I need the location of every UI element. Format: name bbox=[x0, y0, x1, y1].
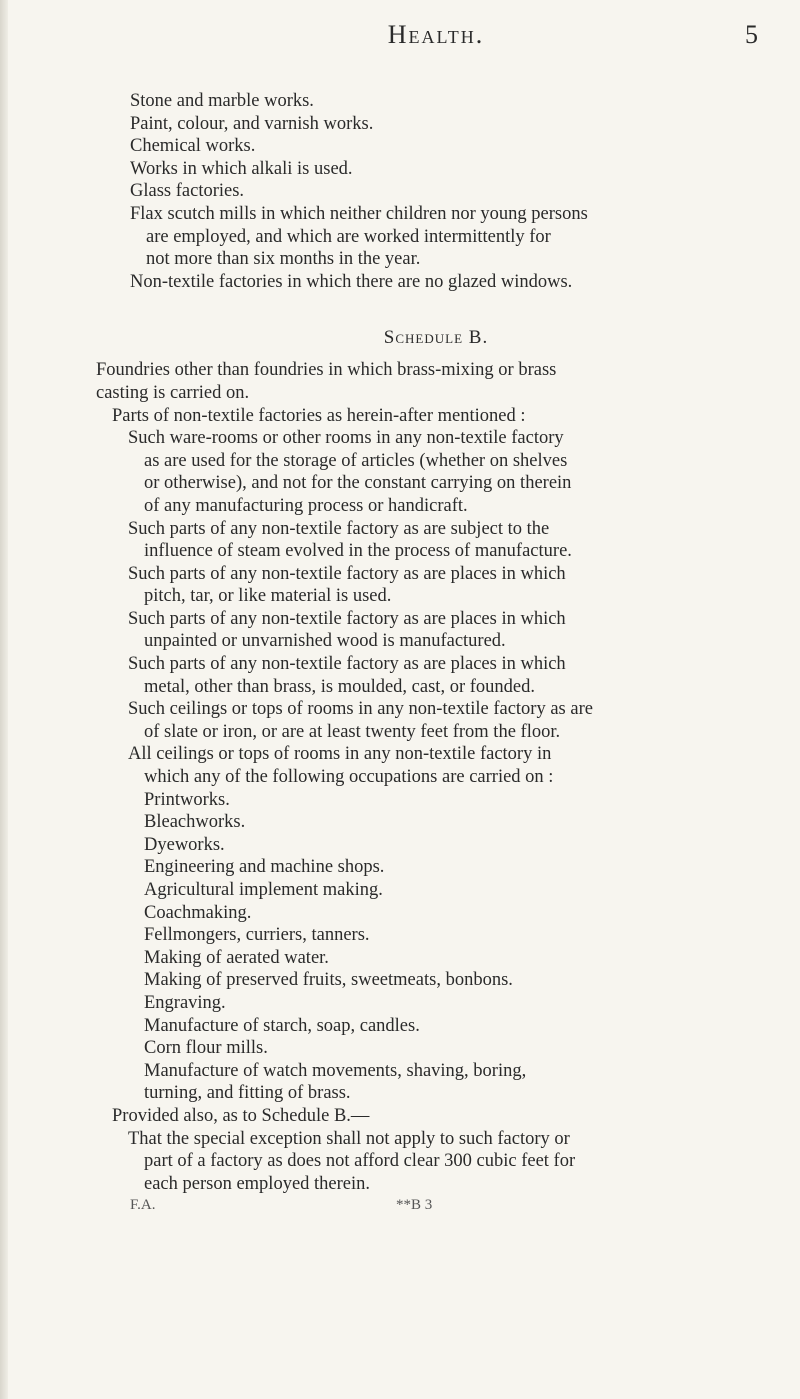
page-header bbox=[96, 20, 776, 70]
schedule-b-title: Schedule B. bbox=[383, 327, 489, 349]
text-line: of any manufacturing process or handicraft. bbox=[144, 495, 468, 516]
text-line: not more than six months in the year. bbox=[146, 249, 421, 270]
running-head: Health. bbox=[387, 20, 485, 49]
text-line: Chemical works. bbox=[130, 136, 256, 157]
text-line: Such parts of any non-textile factory as are places in which bbox=[128, 563, 566, 584]
text-line: Parts of non-textile factories as herein-after mentioned : bbox=[112, 405, 526, 426]
text-line: Manufacture of watch movements, shaving, boring, bbox=[144, 1060, 527, 1081]
text-line: Such ware-rooms or other rooms in any non-textile factory bbox=[128, 428, 564, 449]
text-line: as are used for the storage of articles (whether on shelves bbox=[144, 450, 568, 471]
text-line: Non-textile factories in which there are no glazed windows. bbox=[130, 271, 573, 292]
text-line: Making of aerated water. bbox=[144, 947, 329, 968]
text-line: unpainted or unvarnished wood is manufactured. bbox=[144, 631, 506, 652]
text-line: That the special exception shall not apply to such factory or bbox=[128, 1128, 570, 1149]
text-line: casting is carried on. bbox=[96, 382, 250, 403]
text-line: Coachmaking. bbox=[144, 902, 252, 923]
schedule-b-list bbox=[96, 359, 776, 1195]
text-line: metal, other than brass, is moulded, cast, or founded. bbox=[144, 676, 535, 697]
text-line: Such parts of any non-textile factory as are subject to the bbox=[128, 518, 550, 539]
text-line: Engraving. bbox=[144, 992, 226, 1013]
text-line: Foundries other than foundries in which brass-mixing or brass bbox=[96, 360, 557, 381]
text-line: Fellmongers, curriers, tanners. bbox=[144, 925, 370, 946]
text-line: Flax scutch mills in which neither children nor young persons bbox=[130, 203, 588, 224]
text-line: Manufacture of starch, soap, candles. bbox=[144, 1015, 420, 1036]
document-page bbox=[96, 20, 776, 1223]
text-line: are employed, and which are worked intermittently for bbox=[146, 226, 551, 247]
text-line: part of a factory as does not afford clear 300 cubic feet for bbox=[144, 1151, 576, 1172]
text-line: Such parts of any non-textile factory as are places in which bbox=[128, 654, 566, 675]
text-line: All ceilings or tops of rooms in any non-textile factory in bbox=[128, 744, 552, 765]
text-line: Printworks. bbox=[144, 789, 230, 810]
text-line: each person employed therein. bbox=[144, 1173, 371, 1194]
footer-signature-mark: **B 3 bbox=[396, 1197, 433, 1214]
text-line: Such parts of any non-textile factory as are places in which bbox=[128, 608, 566, 629]
text-line: Stone and marble works. bbox=[130, 91, 314, 111]
text-line: Bleachworks. bbox=[144, 812, 246, 833]
text-line: Provided also, as to Schedule B.— bbox=[112, 1105, 370, 1126]
page-number: 5 bbox=[745, 20, 758, 49]
text-line: which any of the following occupations are carried on : bbox=[144, 767, 554, 788]
exempt-factories-list bbox=[130, 90, 776, 293]
text-line: Corn flour mills. bbox=[144, 1038, 268, 1059]
text-line: Engineering and machine shops. bbox=[144, 857, 385, 878]
text-line: Agricultural implement making. bbox=[144, 880, 383, 900]
footer-imprint: F.A. bbox=[130, 1197, 156, 1214]
book-spine-shadow bbox=[0, 0, 8, 1399]
text-line: Paint, colour, and varnish works. bbox=[130, 113, 374, 134]
text-line: Dyeworks. bbox=[144, 834, 225, 855]
text-line: or otherwise), and not for the constant carrying on therein bbox=[144, 473, 572, 494]
page-footer bbox=[96, 1197, 776, 1223]
text-line: influence of steam evolved in the process of manufacture. bbox=[144, 541, 572, 562]
text-line: Such ceilings or tops of rooms in any non-textile factory as are bbox=[128, 699, 593, 720]
text-line: Works in which alkali is used. bbox=[130, 158, 353, 179]
text-line: pitch, tar, or like material is used. bbox=[144, 586, 392, 607]
text-line: Glass factories. bbox=[130, 181, 245, 202]
text-line: of slate or iron, or are at least twenty feet from the floor. bbox=[144, 721, 561, 742]
text-line: turning, and fitting of brass. bbox=[144, 1083, 351, 1104]
text-line: Making of preserved fruits, sweetmeats, bonbons. bbox=[144, 970, 513, 991]
